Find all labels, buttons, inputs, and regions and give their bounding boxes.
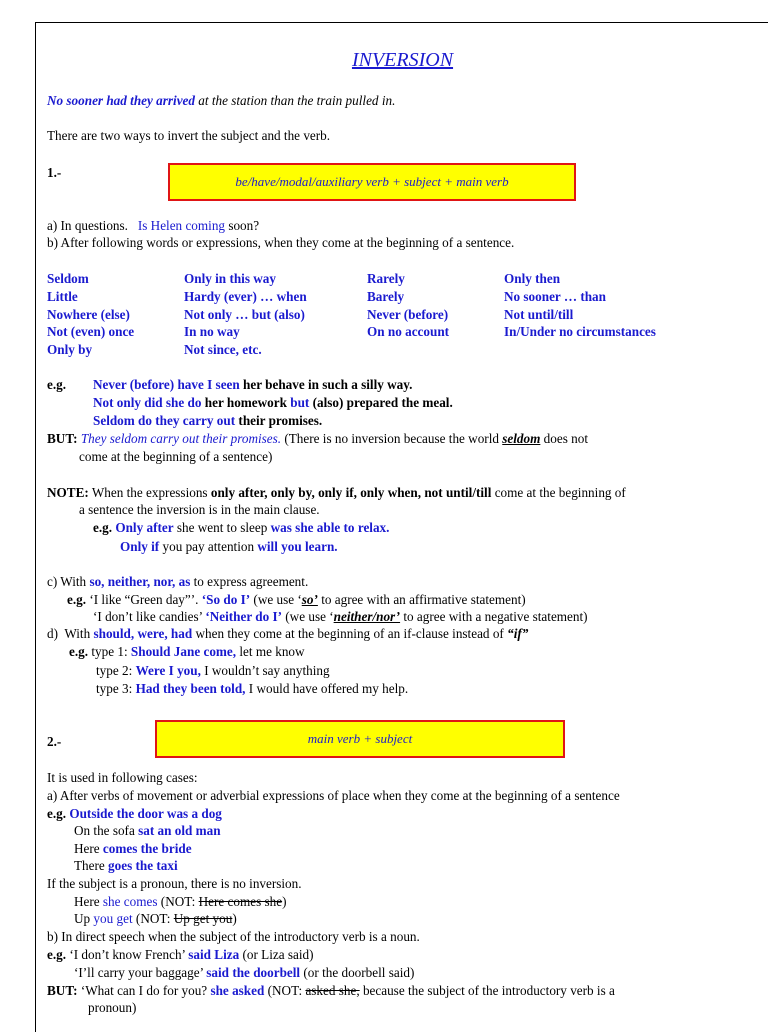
page-title: INVERSION bbox=[351, 49, 454, 71]
word-item: Rarely bbox=[367, 271, 405, 286]
s2-pronoun-example-2: Up you get (NOT: Up get you) bbox=[74, 911, 237, 926]
s2-example-4: There goes the taxi bbox=[74, 858, 178, 873]
word-item: Barely bbox=[367, 288, 405, 304]
word-column-2 bbox=[184, 270, 307, 359]
s1-c-example-2: ‘I don’t like candies’ ‘Neither do I’ (we use ‘neither/nor’ to agree with a negative statement) bbox=[93, 609, 588, 624]
note-example-2: Only if you pay attention will you learn. bbox=[120, 539, 338, 554]
s2-pronoun-example-1: Here she comes (NOT: Here comes she) bbox=[74, 894, 287, 909]
ways-sentence: There are two ways to invert the subject and the verb. bbox=[47, 128, 331, 143]
section-2-number: 2.- bbox=[47, 734, 62, 749]
but-note-line-2: come at the beginning of a sentence) bbox=[79, 449, 273, 464]
example-2: Not only did she do her homework but (also) prepared the meal. bbox=[93, 395, 453, 410]
word-item: Hardy (ever) … when bbox=[184, 288, 307, 304]
eg-label: e.g. bbox=[47, 377, 67, 392]
note-line-2: a sentence the inversion is in the main clause. bbox=[79, 502, 320, 517]
word-column-1 bbox=[47, 270, 134, 359]
but-note: BUT: They seldom carry out their promises. (There is no inversion because the world seldom does not bbox=[47, 431, 588, 446]
s1-b-line: b) After following words or expressions, when they come at the beginning of a sentence. bbox=[47, 235, 515, 250]
section-1-rule-box: be/have/modal/auxiliary verb + subject + main verb bbox=[168, 163, 576, 201]
s1-d-line: d) With should, were, had when they come at the beginning of an if-clause instead of “if” bbox=[47, 626, 529, 641]
note-line-1: NOTE: When the expressions only after, only by, only if, only when, not until/till come at the beginning of bbox=[47, 485, 626, 500]
word-item: On no account bbox=[367, 324, 450, 340]
s1-d-type-2: type 2: Were I you, I wouldn’t say anything bbox=[96, 663, 330, 678]
document-page bbox=[35, 22, 768, 1032]
word-item: No sooner … than bbox=[504, 288, 606, 304]
s2-example-1: e.g. Outside the door was a dog bbox=[47, 806, 222, 821]
s2-example-3: Here comes the bride bbox=[74, 841, 192, 856]
s2-b-example-2: ‘I’ll carry your baggage’ said the doorbell (or the doorbell said) bbox=[74, 965, 415, 980]
s2-but-line-2: pronoun) bbox=[88, 1000, 137, 1015]
s1-d-type-3: type 3: Had they been told, I would have offered my help. bbox=[96, 681, 409, 696]
word-item: In/Under no circumstances bbox=[504, 324, 656, 340]
section-2-rule-box: main verb + subject bbox=[155, 720, 565, 758]
s2-a-line: a) After verbs of movement or adverbial expressions of place when they come at the beginning of a sentence bbox=[47, 788, 620, 803]
s2-pronoun-line: If the subject is a pronoun, there is no inversion. bbox=[47, 876, 302, 891]
word-item: Only in this way bbox=[184, 271, 276, 286]
word-item: In no way bbox=[184, 324, 240, 340]
s2-used-line: It is used in following cases: bbox=[47, 770, 198, 785]
note-example-1: e.g. Only after she went to sleep was she able to relax. bbox=[93, 520, 390, 535]
word-item: Not (even) once bbox=[47, 324, 135, 340]
s2-b-example-1: e.g. ‘I don’t know French’ said Liza (or Liza said) bbox=[47, 947, 314, 962]
intro-sentence: No sooner had they arrived at the station than the train pulled in. bbox=[47, 93, 396, 108]
word-item: Not since, etc. bbox=[184, 342, 262, 358]
example-3: Seldom do they carry out their promises. bbox=[93, 413, 323, 428]
s1-c-line: c) With so, neither, nor, as to express agreement. bbox=[47, 574, 309, 589]
word-item: Only then bbox=[504, 271, 561, 286]
word-item: Nowhere (else) bbox=[47, 306, 130, 322]
word-item: Seldom bbox=[47, 271, 89, 286]
s1-a-line: a) In questions. Is Helen coming soon? bbox=[47, 218, 260, 233]
word-column-4 bbox=[504, 270, 656, 341]
word-item: Little bbox=[47, 288, 78, 304]
section-1-number: 1.- bbox=[47, 165, 62, 180]
s2-example-2: On the sofa sat an old man bbox=[74, 823, 221, 838]
s2-but-line: BUT: ‘What can I do for you? she asked (NOT: asked she, because the subject of the introductory verb is a bbox=[47, 983, 615, 998]
word-item: Not until/till bbox=[504, 306, 574, 322]
word-item: Not only … but (also) bbox=[184, 306, 305, 322]
word-column-3 bbox=[367, 270, 449, 341]
s1-c-example-1: e.g. ‘I like “Green day”’. ‘So do I’ (we use ‘so’ to agree with an affirmative statement) bbox=[67, 592, 526, 607]
example-1: Never (before) have I seen her behave in such a silly way. bbox=[93, 377, 413, 392]
s1-d-type-1: e.g. type 1: Should Jane come, let me know bbox=[69, 644, 305, 659]
s2-b-line: b) In direct speech when the subject of the introductory verb is a noun. bbox=[47, 929, 420, 944]
word-item: Only by bbox=[47, 342, 93, 358]
word-item: Never (before) bbox=[367, 306, 449, 322]
